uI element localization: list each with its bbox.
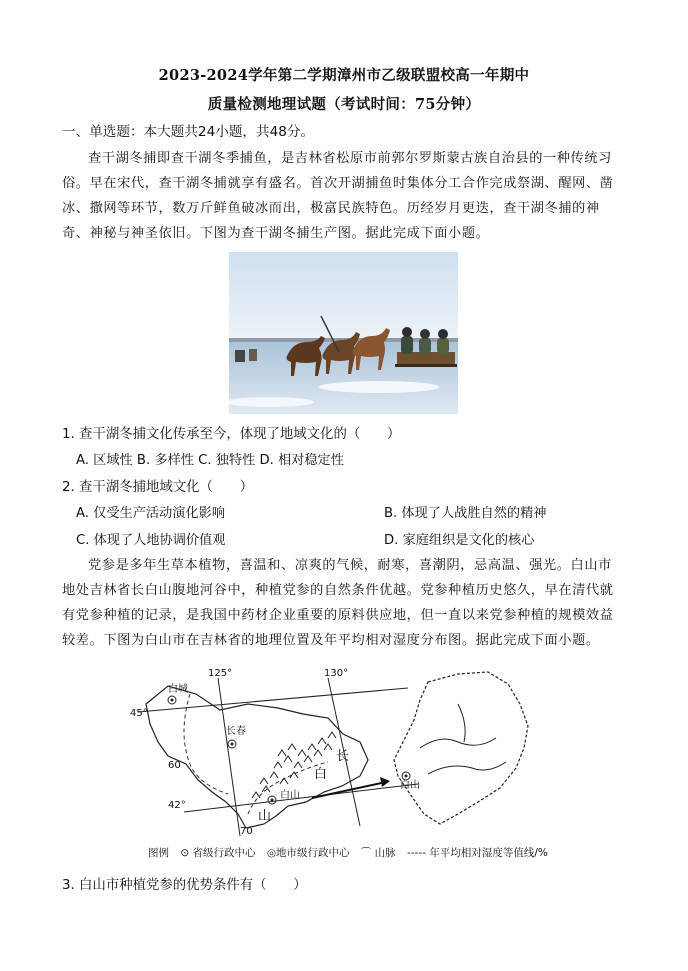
question-2-option-a: A. 仅受生产活动演化影响 — [76, 506, 226, 521]
mountain-label-shan: 山 — [258, 809, 272, 824]
mountain-label-bai: 白 — [314, 767, 328, 782]
exam-title-line1: 2023-2024学年第二学期漳州市乙级联盟校高一年期中 — [158, 67, 530, 84]
longitude-125-label: 125° — [208, 668, 233, 679]
legend-prefecture-center: ◎地市级行政中心 — [266, 847, 350, 859]
latitude-45-label: 45° — [130, 708, 148, 719]
passage-1-line: 奇、神秘与神圣依旧。下图为查干湖冬捕生产图。据此完成下面小题。 — [62, 226, 490, 241]
question-2-option-d: D. 家庭组织是文化的核心 — [384, 533, 535, 548]
question-2-option-b: B. 体现了人战胜自然的精神 — [384, 506, 547, 521]
mountain-label-chang: 长 — [336, 749, 350, 764]
question-1-options: A. 区域性 B. 多样性 C. 独特性 D. 相对稳定性 — [76, 453, 344, 468]
passage-1-line: 查干湖冬捕即查干湖冬季捕鱼，是吉林省松原市前郭尔罗斯蒙古族自治县的一种传统习 — [88, 151, 612, 166]
question-2-stem: 2. 查干湖冬捕地域文化（ ） — [62, 480, 254, 495]
map-legend — [148, 845, 556, 860]
isoline-60-label: 60 — [168, 760, 181, 771]
city-baicheng-label: 白城 — [168, 684, 188, 695]
passage-1-line: 俗。早在宋代，查干湖冬捕就享有盛名。首次开湖捕鱼时集体分工合作完成祭湖、醒网、凿 — [62, 176, 614, 191]
isoline-70-label: 70 — [240, 826, 253, 837]
passage-2-line: 较差。下图为白山市在吉林省的地理位置及年平均相对湿度分布图。据此完成下面小题。 — [62, 633, 600, 648]
longitude-130-label: 130° — [324, 668, 349, 679]
legend-provincial-center: ⊙ 省级行政中心 — [180, 847, 256, 859]
legend-isoline: ----- 年平均相对湿度等值线/% — [407, 847, 548, 859]
question-1-stem: 1. 查干湖冬捕文化传承至今，体现了地域文化的（ ） — [62, 427, 401, 442]
passage-2 — [62, 553, 632, 653]
exam-title-line2: 质量检测地理试题（考试时间：75分钟） — [207, 96, 481, 113]
city-changchun-label: 长春 — [226, 726, 246, 737]
passage-2-line: 有党参种植的记录，是我国中药材企业重要的原料供应地，但一直以来党参种植的规模效益 — [62, 608, 614, 623]
legend-label: 图例 — [148, 847, 169, 859]
mountain-range-symbols — [252, 732, 336, 798]
passage-1 — [62, 146, 632, 246]
latitude-42-label: 42° — [168, 800, 186, 811]
question-2-option-c: C. 体现了人地协调价值观 — [76, 533, 226, 548]
passage-2-line: 党参是多年生草本植物，喜温和、凉爽的气候，耐寒，喜潮阴，忌高温、强光。白山市 — [88, 558, 612, 573]
baishan-inset-outline — [394, 672, 528, 824]
question-3-stem: 3. 白山市种植党参的优势条件有（ ） — [62, 878, 307, 893]
passage-2-line: 地处吉林省长白山腹地河谷中，种植党参的自然条件优越。党参种植历史悠久，早在清代就 — [62, 583, 614, 598]
passage-1-line: 冰、撒网等环节，数万斤鲜鱼破冰而出，极富民族特色。历经岁月更迭，查干湖冬捕的神 — [62, 201, 600, 216]
city-baishan-label: 白山 — [280, 790, 300, 801]
inset-baishan-label: 白山 — [400, 780, 420, 791]
section-heading: 一、单选题：本大题共24小题，共48分。 — [62, 124, 315, 140]
jilin-baishan-map — [128, 664, 564, 844]
ice-fishing-photo — [229, 252, 458, 414]
legend-mountain: ⌒ 山脉 — [360, 847, 396, 859]
